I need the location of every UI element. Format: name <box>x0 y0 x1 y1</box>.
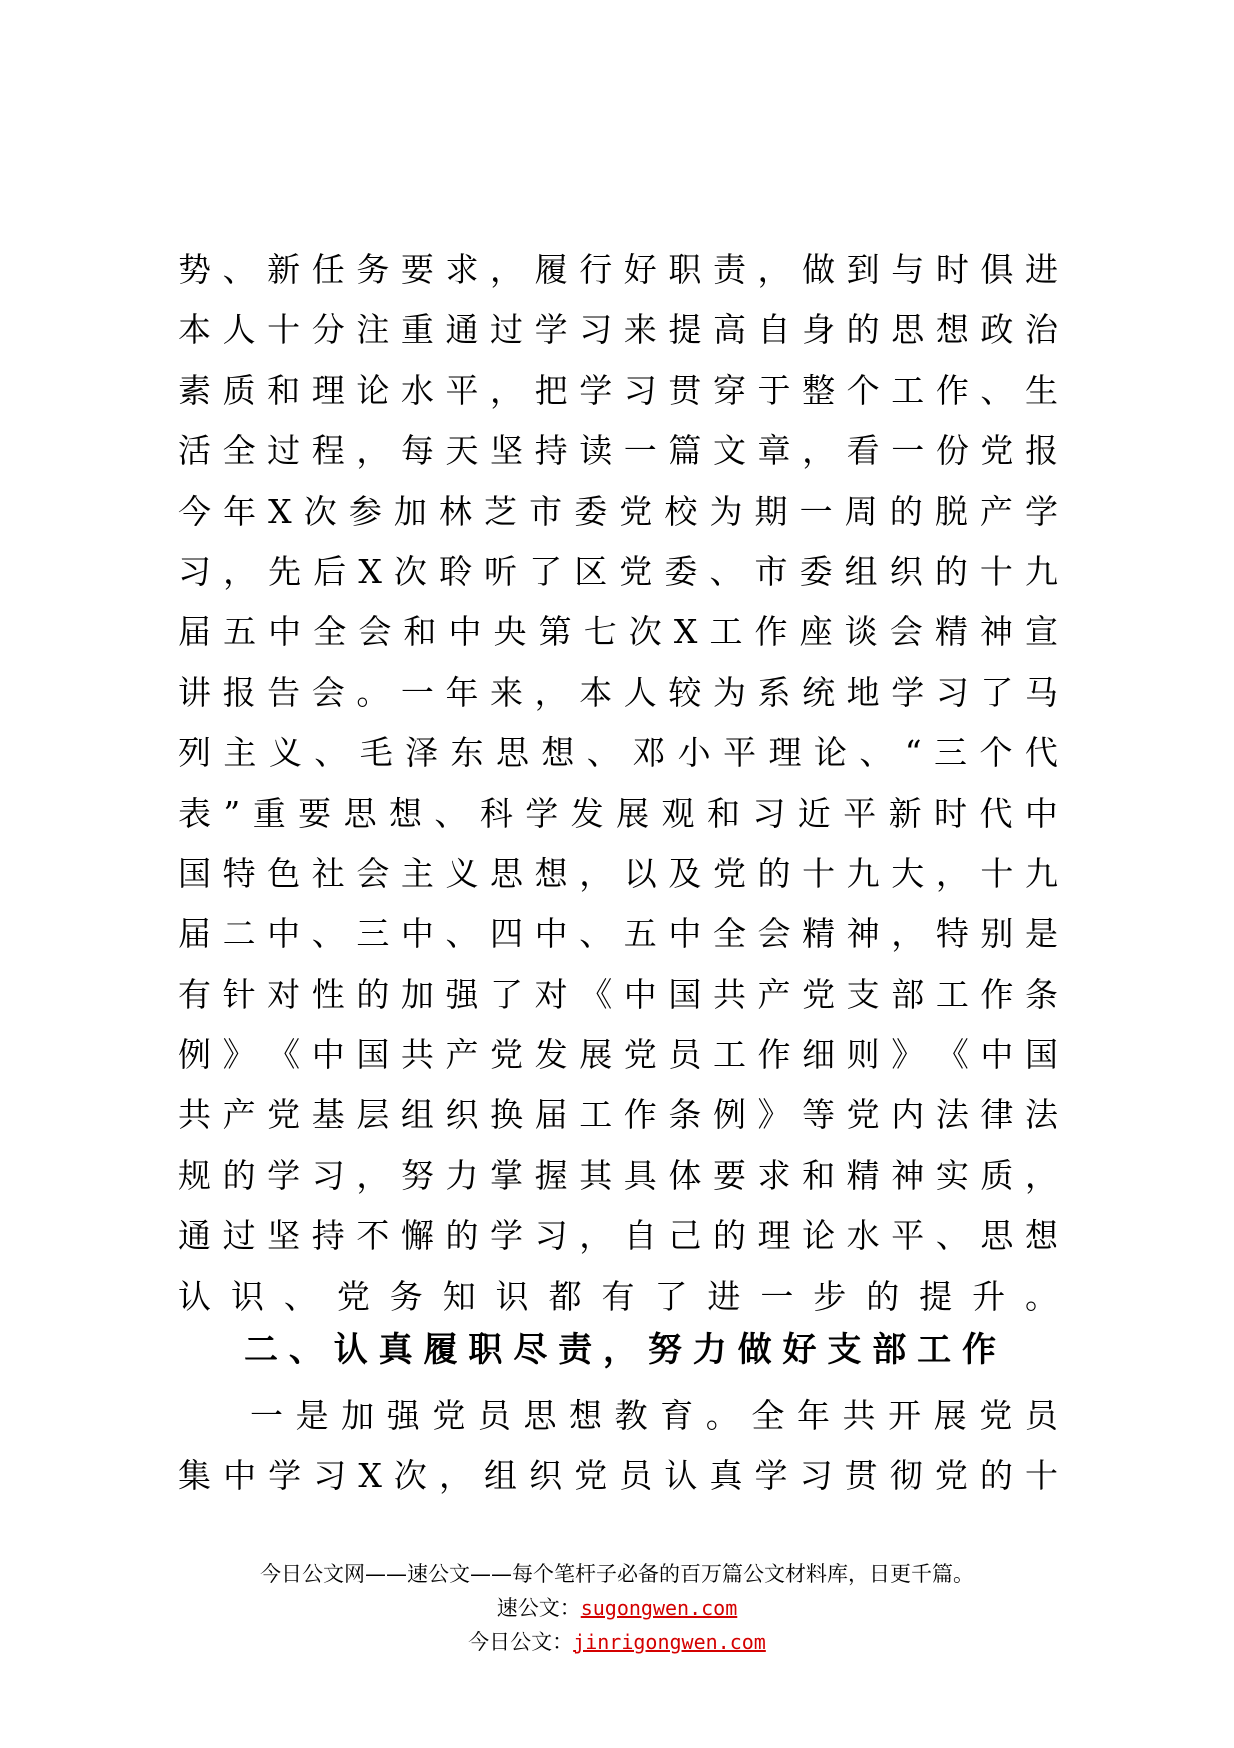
body-paragraph <box>178 240 1058 1327</box>
jinrigongwen-link[interactable]: jinrigongwen.com <box>573 1630 766 1654</box>
text-line: 届 二 中 、 三 中 、 四 中 、 五 中 全 会 精 神 ， 特 别 是 <box>178 914 1058 954</box>
sugongwen-link[interactable]: sugongwen.com <box>580 1596 738 1620</box>
text-line: 势 、 新 任 务 要 求 ， 履 行 好 职 责 ， 做 到 与 时 俱 进 <box>178 250 1058 289</box>
text-line: 素 质 和 理 论 水 平 ， 把 学 习 贯 穿 于 整 个 工 作 、 生 <box>178 370 1058 410</box>
section-heading: 二 、 认 真 履 职 尽 责 ， 努 力 做 好 支 部 工 作 <box>244 1330 996 1370</box>
text-line: 今 年 X 次 参 加 林 芝 市 委 党 校 为 期 一 周 的 脱 产 学 <box>178 491 1058 531</box>
text-line: 例 》 《 中 国 共 产 党 发 展 党 员 工 作 细 则 》 《 中 国 <box>178 1035 1058 1075</box>
text-line: 活 全 过 程 ， 每 天 坚 持 读 一 篇 文 章 ， 看 一 份 党 报 <box>178 431 1058 471</box>
text-line: 共 产 党 基 层 组 织 换 届 工 作 条 例 》 等 党 内 法 律 法 <box>178 1095 1058 1135</box>
footer-jinrigongwen <box>0 1626 1234 1656</box>
footer-slogan-text: 今日公文网——速公文——每个笔杆子必备的百万篇公文材料库，日更千篇。 <box>260 1562 974 1586</box>
text-line: 通 过 坚 持 不 懈 的 学 习 ， 自 己 的 理 论 水 平 、 思 想 <box>178 1216 1058 1256</box>
footer-jinrigongwen-label: 今日公文： <box>468 1630 574 1654</box>
text-line: 认 识 、 党 务 知 识 都 有 了 进 一 步 的 提 升 。 <box>178 1276 1058 1316</box>
text-line: 一 是 加 强 党 员 思 想 教 育 。 全 年 共 开 展 党 员 <box>250 1396 1058 1435</box>
text-line: 集 中 学 习 X 次 ， 组 织 党 员 认 真 学 习 贯 彻 党 的 十 <box>178 1456 1058 1496</box>
text-line: 国 特 色 社 会 主 义 思 想 ， 以 及 党 的 十 九 大 ， 十 九 <box>178 853 1058 893</box>
text-line: 讲 报 告 会 。 一 年 来 ， 本 人 较 为 系 统 地 学 习 了 马 <box>178 672 1058 712</box>
footer-slogan <box>0 1558 1234 1588</box>
text-line: 本 人 十 分 注 重 通 过 学 习 来 提 高 自 身 的 思 想 政 治 <box>178 310 1058 350</box>
paragraph-two <box>178 1386 1058 1507</box>
footer-sugongwen <box>0 1592 1234 1622</box>
text-line: 习 ， 先 后 X 次 聆 听 了 区 党 委 、 市 委 组 织 的 十 九 <box>178 551 1058 591</box>
text-line: 列 主 义 、 毛 泽 东 思 想 、 邓 小 平 理 论 、 “ 三 个 代 <box>178 733 1058 773</box>
text-line: 有 针 对 性 的 加 强 了 对 《 中 国 共 产 党 支 部 工 作 条 <box>178 974 1058 1014</box>
text-line: 规 的 学 习 ， 努 力 掌 握 其 具 体 要 求 和 精 神 实 质 ， <box>178 1155 1058 1195</box>
footer-sugongwen-label: 速公文： <box>496 1596 581 1620</box>
text-line: 届 五 中 全 会 和 中 央 第 七 次 X 工 作 座 谈 会 精 神 宣 <box>178 612 1058 652</box>
text-line: 表 ” 重 要 思 想 、 科 学 发 展 观 和 习 近 平 新 时 代 中 <box>178 793 1058 833</box>
